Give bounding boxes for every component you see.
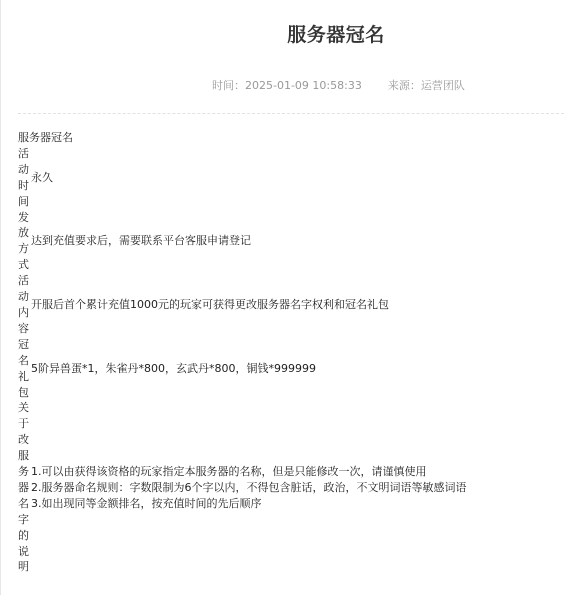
row-label: 关于改服务器名字的说明 bbox=[18, 401, 29, 574]
row-value bbox=[30, 210, 467, 274]
row-value-line: 开服后首个累计充值1000元的玩家可获得更改服务器名字权利和冠名礼包 bbox=[31, 298, 389, 312]
content-table bbox=[18, 130, 467, 575]
table-row bbox=[18, 400, 467, 575]
row-value bbox=[30, 273, 467, 337]
time-label: 时间： bbox=[212, 79, 245, 92]
row-value-line: 1.可以由获得该资格的玩家指定本服务器的名称，但是只能修改一次，请谨慎使用 bbox=[31, 465, 427, 479]
row-value bbox=[30, 400, 467, 575]
table-row bbox=[18, 273, 467, 337]
table-row bbox=[18, 210, 467, 274]
row-value-line: 3.如出现同等金额排名，按充值时间的先后顺序 bbox=[31, 496, 262, 510]
row-value-line: 2.服务器命名规则：字数限制为6个字以内，不得包含脏话，政治，不文明词语等敏感词语 bbox=[31, 480, 467, 494]
source-value: 运营团队 bbox=[420, 79, 465, 92]
time-value: 2025-01-09 10:58:33 bbox=[245, 79, 362, 92]
article-meta bbox=[212, 77, 465, 93]
row-value bbox=[30, 337, 467, 401]
row-label: 发放方式 bbox=[18, 210, 29, 272]
row-value bbox=[30, 146, 467, 210]
divider bbox=[18, 113, 564, 114]
row-label: 冠名礼包 bbox=[18, 337, 29, 399]
article-title: 服务器冠名 bbox=[287, 24, 385, 46]
table-row bbox=[18, 146, 467, 210]
table-row bbox=[18, 337, 467, 401]
source-label: 来源： bbox=[387, 79, 421, 92]
row-label: 活动内容 bbox=[18, 274, 29, 335]
content-heading: 服务器冠名 bbox=[18, 131, 73, 144]
row-value-line: 达到充值要求后，需要联系平台客服申请登记 bbox=[31, 234, 251, 248]
row-label: 活动时间 bbox=[18, 146, 29, 208]
row-value-line: 5阶异兽蛋*1，朱雀丹*800，玄武丹*800，铜钱*999999 bbox=[31, 361, 316, 375]
left-border bbox=[0, 0, 1, 595]
heading-row bbox=[18, 130, 467, 146]
row-value-line: 永久 bbox=[31, 170, 53, 184]
